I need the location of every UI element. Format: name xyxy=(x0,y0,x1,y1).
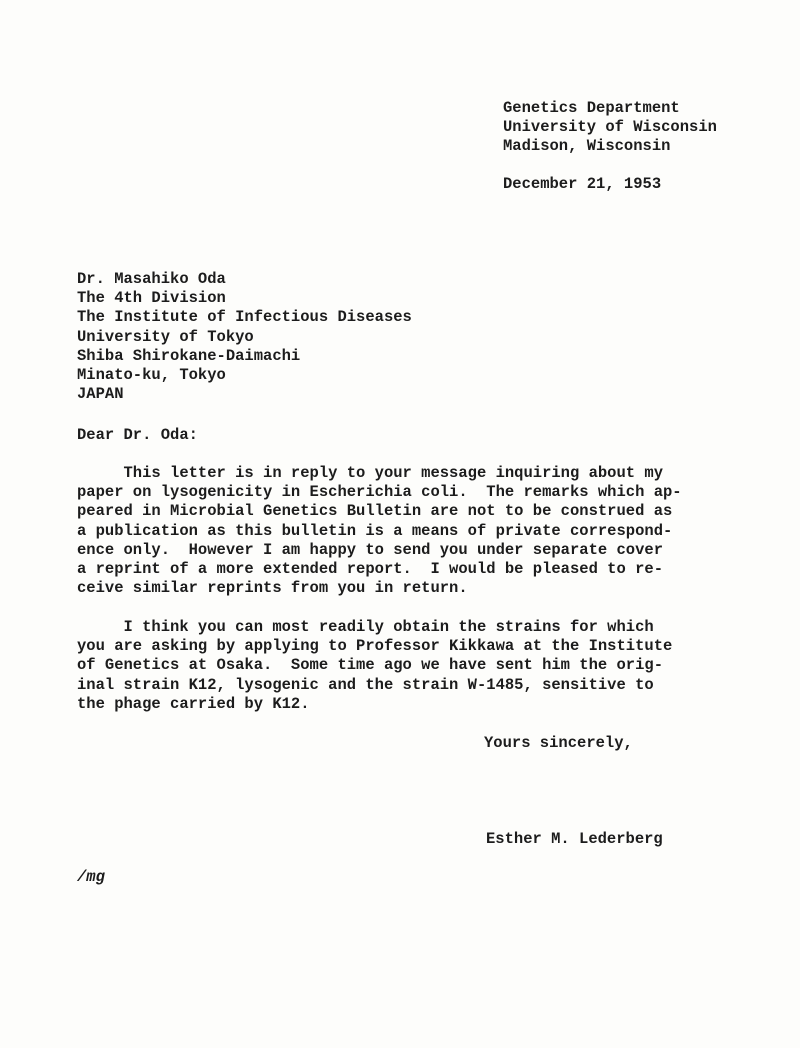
sender-address-line: Madison, Wisconsin xyxy=(503,137,671,156)
salutation xyxy=(77,426,198,445)
recipient-address-line: Dr. Masahiko Oda xyxy=(77,270,226,288)
paragraph-line: ceive similar reprints from you in return. xyxy=(77,579,468,598)
typist-initials xyxy=(77,868,105,887)
signature-text: Esther M. Lederberg xyxy=(486,830,663,848)
paragraph-line: ence only. However I am happy to send you under separate cover xyxy=(77,540,663,559)
paragraph-line: a publication as this bulletin is a means of private correspond- xyxy=(77,521,673,540)
complimentary-closing xyxy=(484,734,633,753)
closing-text: Yours sincerely, xyxy=(484,734,633,752)
recipient-address xyxy=(77,270,412,404)
signature-name xyxy=(486,830,663,849)
letter-date xyxy=(503,175,661,194)
body-paragraph-1 xyxy=(77,464,682,598)
paragraph-line: inal strain K12, lysogenic and the strain W-1485, sensitive to xyxy=(77,675,654,694)
salutation-text: Dear Dr. Oda: xyxy=(77,426,198,444)
recipient-address-line: Shiba Shirokane-Daimachi xyxy=(77,346,301,365)
paragraph-line: This letter is in reply to your message inquiring about my xyxy=(77,464,663,482)
paragraph-line: peared in Microbial Genetics Bulletin are not to be construed as xyxy=(77,502,673,521)
body-paragraph-2 xyxy=(77,618,672,714)
paragraph-line: I think you can most readily obtain the strains for which xyxy=(77,618,654,636)
recipient-address-line: The Institute of Infectious Diseases xyxy=(77,308,412,327)
recipient-address-line: The 4th Division xyxy=(77,289,226,308)
paragraph-line: the phage carried by K12. xyxy=(77,694,310,713)
recipient-address-line: University of Tokyo xyxy=(77,327,254,346)
paragraph-line: you are asking by applying to Professor Kikkawa at the Institute xyxy=(77,637,673,656)
sender-address-line: Genetics Department xyxy=(503,99,680,117)
sender-address-line: University of Wisconsin xyxy=(503,118,717,137)
paragraph-line: paper on lysogenicity in Escherichia coli. The remarks which ap- xyxy=(77,483,682,502)
recipient-address-line: Minato-ku, Tokyo xyxy=(77,366,226,385)
paragraph-line: of Genetics at Osaka. Some time ago we have sent him the orig- xyxy=(77,656,663,675)
paragraph-line: a reprint of a more extended report. I would be pleased to re- xyxy=(77,560,663,579)
date-text: December 21, 1953 xyxy=(503,175,662,193)
sender-address xyxy=(503,99,717,157)
initials-text: /mg xyxy=(77,868,105,886)
recipient-address-line: JAPAN xyxy=(77,385,124,404)
